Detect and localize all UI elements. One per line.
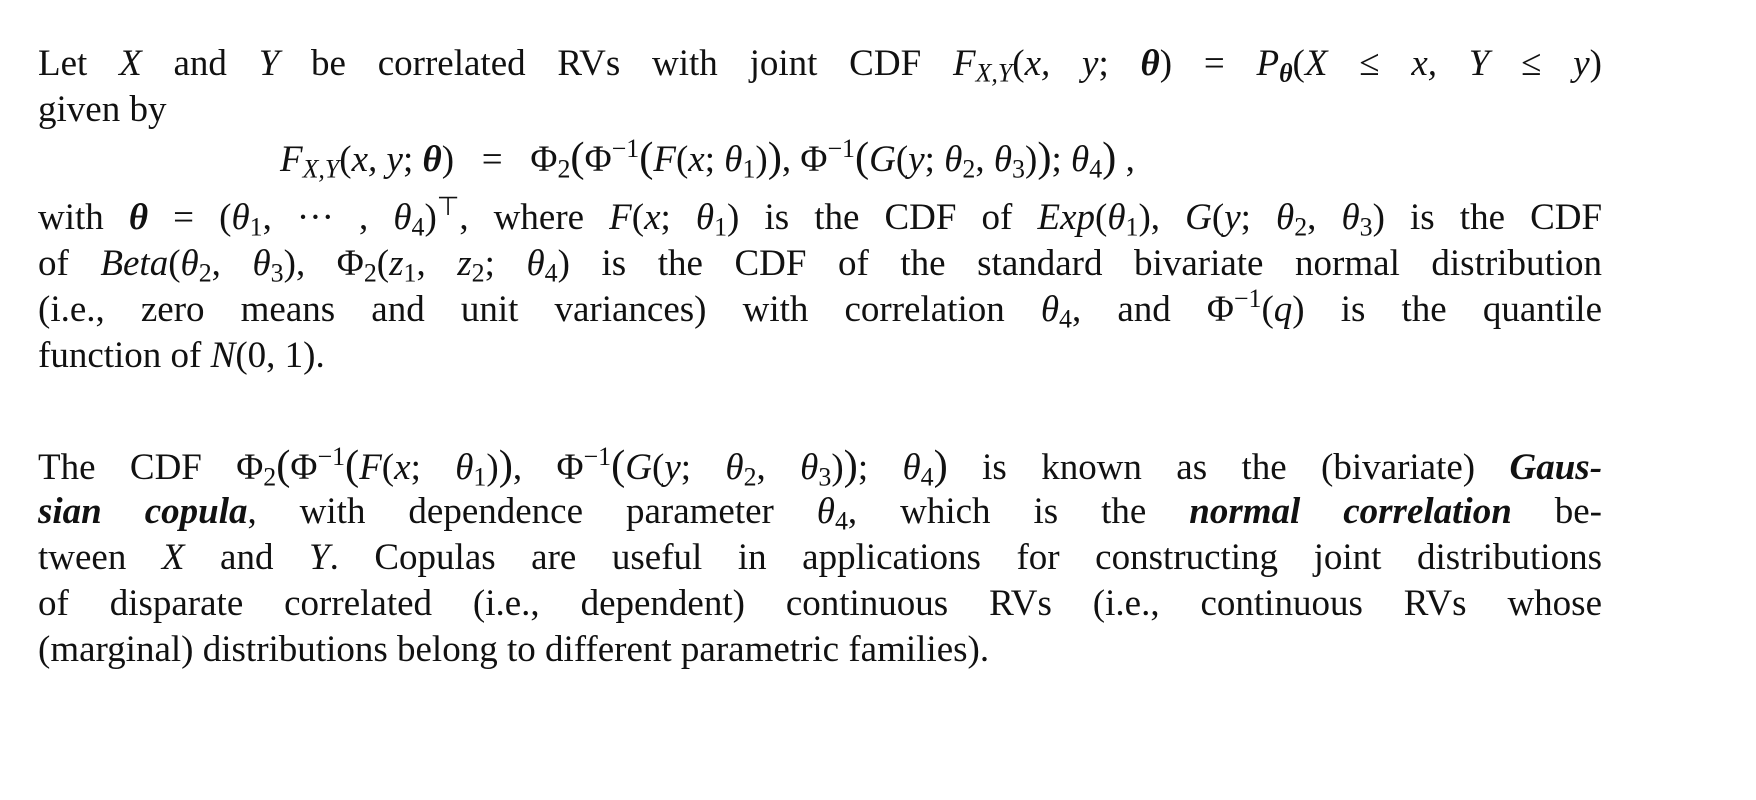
p2-line1: The CDF $\Phi_2(\Phi^{-1}(F(x$; $\theta_1$)), $\Phi^{-1}(G(y$; $\theta_2$, $\theta_3$)); $\theta_4$) is known as the (bivariate) Gaus- [38,441,1603,492]
p2-line5: (marginal) distributions belong to different parametric families). [38,629,990,670]
p2-line2: sian copula, with dependence parameter $\theta_4$, which is the normal correlation be- [38,491,1602,536]
p1-line2: given by [38,89,167,130]
p1-line6: function of N(0, 1). [38,335,325,376]
p2-line4: of disparate correlated (i.e., dependent) continuous RVs (i.e., continuous RVs whose [38,583,1602,624]
p2-line3: tween X and Y. Copulas are useful in applications for constructing joint distributions [38,537,1602,578]
p1-line1: Let X and Y be correlated RVs with joint CDF $F_{X,Y}(x$, y; $\theta) = P_\theta(X \le x$, Y ≤ y) [38,43,1602,88]
display-equation: $F_{X,Y}(x$, y; $\theta) = \Phi_2(\Phi^{-1}(F(x$; $\theta_1$)), $\Phi^{-1}(G(y$; $\theta_2$, $\theta_3$)); $\theta_4$) , [280,133,1135,184]
p1-line5: (i.e., zero means and unit variances) with correlation $\theta_4$, and $\Phi^{-1}(q)$ is the quantile [38,283,1603,334]
p1-line3: with $\theta = (\theta_1$, ··· , $\theta_4)^⊤$, where F(x; $\theta_1$) is the CDF of $Exp(\theta_1)$, G(y; $\theta_2$, $\theta_3$) is the CDF [38,191,1603,242]
p1-line4: of $Beta(\theta_2$, $\theta_3$), $\Phi_2(z_1$, $z_2$; $\theta_4$) is the CDF of the standard bivariate normal distribution [38,243,1603,288]
